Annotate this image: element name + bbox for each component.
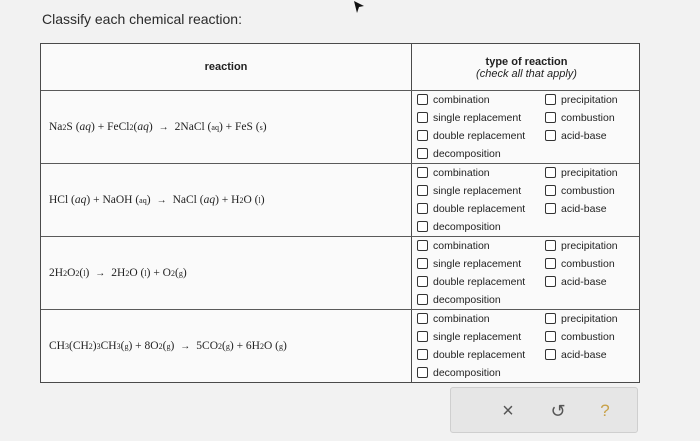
option-single-replacement[interactable]: [417, 109, 521, 126]
checkbox[interactable]: [545, 331, 556, 342]
reaction-row: [41, 310, 639, 382]
option-combustion[interactable]: [545, 182, 615, 199]
option-label: combination: [433, 93, 490, 106]
checkbox[interactable]: [417, 313, 428, 324]
equation-subscript: 2: [239, 195, 244, 205]
prompt-text: Classify each chemical reaction:: [42, 11, 242, 27]
checkbox[interactable]: [545, 94, 556, 105]
checkbox[interactable]: [417, 331, 428, 342]
option-label: precipitation: [561, 93, 618, 106]
equation-subscript: 3: [64, 341, 69, 351]
reaction-arrow-icon: →: [180, 340, 191, 352]
option-combination[interactable]: [417, 310, 490, 327]
option-combination[interactable]: [417, 91, 490, 108]
option-label: acid-base: [561, 129, 607, 142]
equation-text: O: [67, 267, 76, 279]
option-label: acid-base: [561, 275, 607, 288]
equation-subscript: l: [144, 268, 147, 278]
equation-text: (: [120, 340, 125, 352]
equation-subscript: 2: [158, 341, 163, 351]
equation-subscript: 2: [63, 268, 68, 278]
option-acid-base[interactable]: [545, 346, 607, 363]
option-decomposition[interactable]: [417, 364, 501, 381]
option-label: precipitation: [561, 312, 618, 325]
reaction-equation: [49, 310, 287, 382]
option-decomposition[interactable]: [417, 218, 501, 235]
equation-phase: aq: [79, 121, 92, 133]
help-button[interactable]: [592, 398, 618, 424]
option-double-replacement[interactable]: [417, 346, 525, 363]
equation-subscript: g: [225, 341, 230, 351]
equation-text: (: [79, 267, 84, 279]
reaction-equation: [49, 164, 265, 236]
option-single-replacement[interactable]: [417, 182, 521, 199]
checkbox[interactable]: [417, 258, 428, 269]
equation-text: CH: [49, 340, 65, 352]
checkbox[interactable]: [545, 112, 556, 123]
option-combination[interactable]: [417, 237, 490, 254]
equation-text: ) + 8O: [128, 340, 159, 352]
equation-text: ) + H: [215, 194, 240, 206]
help-icon: ?: [600, 401, 610, 420]
option-label: combustion: [561, 111, 615, 124]
equation-text: ): [170, 340, 175, 352]
checkbox[interactable]: [417, 94, 428, 105]
checkbox[interactable]: [417, 294, 428, 305]
option-label: precipitation: [561, 166, 618, 179]
checkbox[interactable]: [417, 130, 428, 141]
type-header-hint: (check all that apply): [476, 68, 577, 80]
option-acid-base[interactable]: [545, 273, 607, 290]
option-label: acid-base: [561, 348, 607, 361]
reaction-arrow-icon: →: [156, 194, 167, 206]
equation-text: ): [92, 340, 97, 352]
option-acid-base[interactable]: [545, 127, 607, 144]
option-double-replacement[interactable]: [417, 200, 525, 217]
equation-text: ) + NaOH (: [86, 194, 140, 206]
checkbox[interactable]: [417, 148, 428, 159]
equation-text: (: [133, 121, 138, 133]
equation-subscript: 2: [259, 341, 264, 351]
checkbox[interactable]: [417, 221, 428, 232]
equation-text: 2H: [49, 267, 64, 279]
equation-subscript: 2: [218, 341, 223, 351]
option-decomposition[interactable]: [417, 145, 501, 162]
equation-text: CH: [100, 340, 117, 352]
equation-subscript: 3: [116, 341, 121, 351]
option-label: double replacement: [433, 275, 526, 288]
option-combustion[interactable]: [545, 328, 615, 345]
equation-text: S (: [66, 121, 80, 133]
option-label: combination: [433, 312, 490, 325]
equation-subscript: g: [166, 341, 171, 351]
equation-subscript: s: [259, 122, 263, 132]
equation-text: ) + FeCl: [91, 121, 130, 133]
equation-text: 2H: [111, 267, 126, 279]
reaction-row: [41, 164, 639, 236]
option-label: decomposition: [433, 366, 501, 379]
equation-text: Na: [49, 121, 63, 133]
equation-subscript: 2: [125, 268, 130, 278]
equation-subscript: g: [124, 341, 129, 351]
equation-text: (: [162, 340, 167, 352]
reaction-row: [41, 91, 639, 163]
reaction-row: [41, 237, 639, 309]
undo-button[interactable]: [545, 398, 571, 424]
reaction-equation: [49, 91, 267, 163]
checkbox[interactable]: [417, 349, 428, 360]
equation-subscript: l: [258, 195, 261, 205]
equation-text: (CH: [68, 340, 89, 352]
equation-phase: aq: [74, 194, 87, 206]
equation-subscript: g: [279, 341, 283, 351]
equation-subscript: g: [178, 268, 183, 278]
checkbox[interactable]: [417, 240, 428, 251]
equation-subscript: 2: [88, 341, 93, 351]
type-header-title: type of reaction: [485, 56, 568, 68]
close-icon: ×: [502, 399, 514, 422]
equation-text: ) + FeS (: [218, 121, 260, 133]
option-combination[interactable]: [417, 164, 490, 181]
column-header-type: [412, 56, 641, 80]
clear-button[interactable]: [495, 398, 521, 424]
reaction-table: [40, 43, 640, 383]
checkbox[interactable]: [545, 349, 556, 360]
equation-subscript: aq: [211, 122, 219, 132]
option-label: combination: [433, 239, 490, 252]
option-double-replacement[interactable]: [417, 127, 525, 144]
option-precipitation[interactable]: [545, 164, 618, 181]
equation-subscript: 2: [170, 268, 175, 278]
checkbox[interactable]: [545, 203, 556, 214]
option-precipitation[interactable]: [545, 91, 618, 108]
equation-text: 5CO: [196, 340, 219, 352]
equation-subscript: 2: [129, 122, 134, 132]
equation-text: NaCl (: [172, 194, 204, 206]
option-precipitation[interactable]: [545, 310, 618, 327]
option-label: combination: [433, 166, 490, 179]
equation-phase: aq: [203, 194, 216, 206]
option-label: single replacement: [433, 184, 522, 197]
equation-text: ): [260, 194, 265, 206]
checkbox[interactable]: [417, 112, 428, 123]
option-combustion[interactable]: [545, 109, 615, 126]
equation-text: O (: [263, 340, 279, 352]
column-header-reaction: reaction: [204, 61, 248, 73]
option-label: acid-base: [561, 202, 607, 215]
equation-phase: aq: [137, 121, 149, 133]
checkbox[interactable]: [545, 130, 556, 141]
checkbox[interactable]: [545, 258, 556, 269]
option-label: combustion: [561, 184, 615, 197]
equation-text: ): [283, 340, 287, 352]
option-label: double replacement: [433, 129, 526, 142]
equation-text: ) + 6H: [229, 340, 260, 352]
mouse-cursor-icon: [353, 0, 365, 14]
equation-text: (: [222, 340, 226, 352]
equation-subscript: l: [83, 268, 86, 278]
option-label: combustion: [561, 330, 615, 343]
equation-subscript: 2: [75, 268, 80, 278]
option-label: decomposition: [433, 293, 501, 306]
checkbox[interactable]: [545, 185, 556, 196]
equation-text: 2NaCl (: [174, 121, 212, 133]
option-label: double replacement: [433, 348, 526, 361]
equation-subscript: 2: [62, 122, 67, 132]
option-double-replacement[interactable]: [417, 273, 525, 290]
checkbox[interactable]: [417, 367, 428, 378]
checkbox[interactable]: [417, 167, 428, 178]
equation-text: ) + O: [146, 267, 171, 279]
option-label: precipitation: [561, 239, 618, 252]
checkbox[interactable]: [417, 185, 428, 196]
option-single-replacement[interactable]: [417, 255, 521, 272]
reaction-arrow-icon: →: [95, 267, 106, 279]
reaction-equation: [49, 237, 187, 309]
option-label: single replacement: [433, 330, 522, 343]
equation-text: ): [262, 121, 267, 133]
checkbox[interactable]: [545, 276, 556, 287]
checkbox[interactable]: [545, 313, 556, 324]
checkbox[interactable]: [545, 167, 556, 178]
option-acid-base[interactable]: [545, 200, 607, 217]
option-label: decomposition: [433, 147, 501, 160]
option-label: double replacement: [433, 202, 526, 215]
action-bar: [450, 387, 638, 433]
equation-text: (: [174, 267, 179, 279]
equation-text: ): [148, 121, 153, 133]
checkbox[interactable]: [545, 240, 556, 251]
option-precipitation[interactable]: [545, 237, 618, 254]
equation-text: ): [85, 267, 90, 279]
equation-text: O (: [243, 194, 259, 206]
option-single-replacement[interactable]: [417, 328, 521, 345]
reaction-arrow-icon: →: [158, 121, 169, 133]
option-label: combustion: [561, 257, 615, 270]
checkbox[interactable]: [417, 203, 428, 214]
equation-subscript: 3: [96, 341, 101, 351]
checkbox[interactable]: [417, 276, 428, 287]
equation-text: ): [182, 267, 187, 279]
option-combustion[interactable]: [545, 255, 615, 272]
option-decomposition[interactable]: [417, 291, 501, 308]
undo-icon: ↺: [550, 400, 566, 421]
equation-text: O (: [129, 267, 145, 279]
option-label: decomposition: [433, 220, 501, 233]
equation-text: HCl (: [49, 194, 75, 206]
option-label: single replacement: [433, 111, 522, 124]
equation-text: ): [146, 194, 151, 206]
option-label: single replacement: [433, 257, 522, 270]
equation-subscript: aq: [139, 195, 147, 205]
